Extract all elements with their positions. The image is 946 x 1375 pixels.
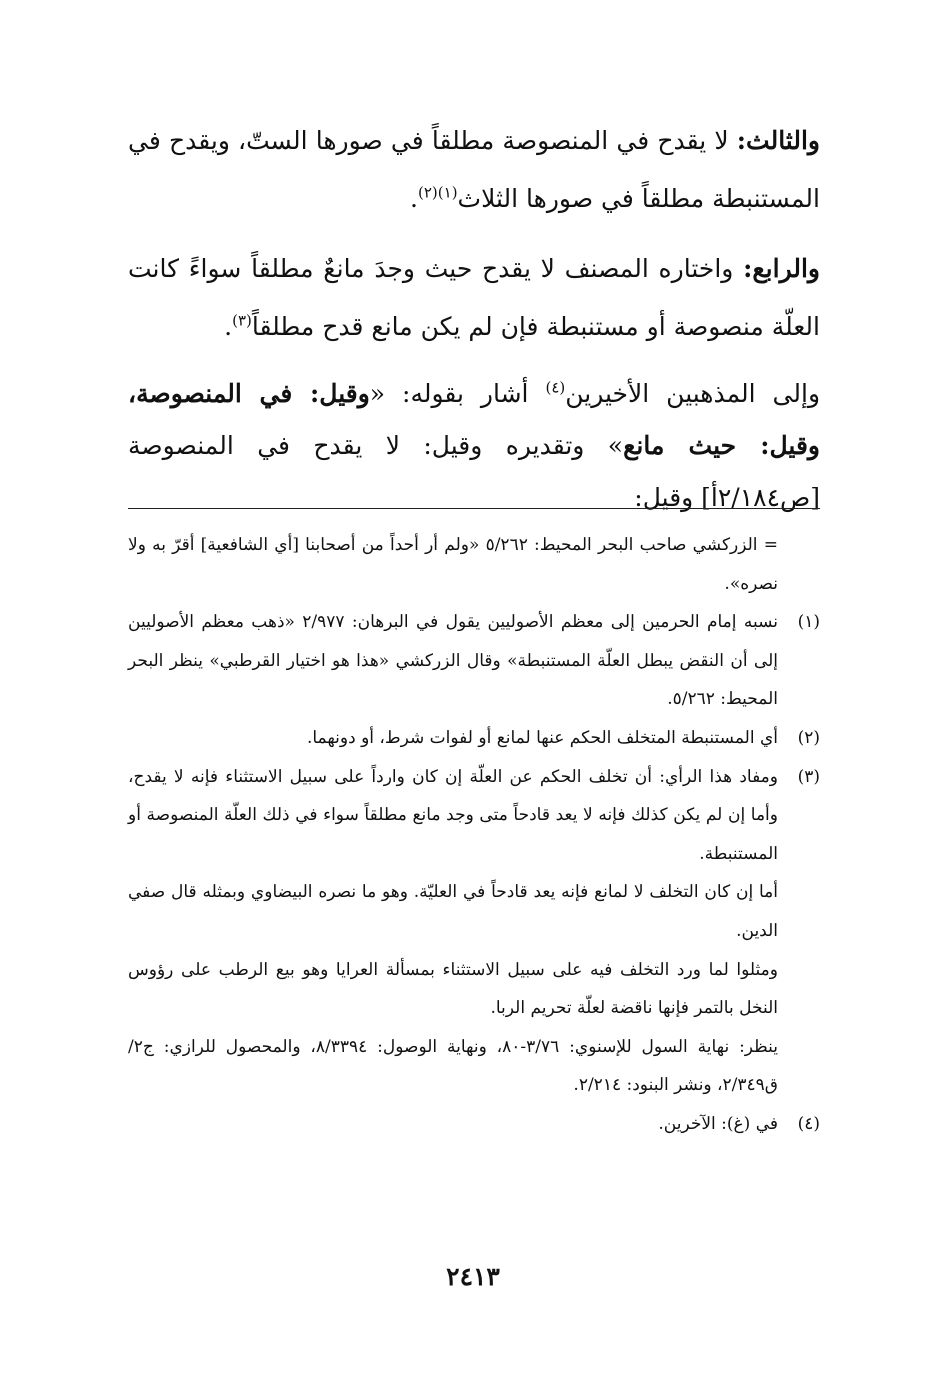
- page-number: ٢٤١٣: [446, 1262, 500, 1291]
- paragraph-last-two-views: [128, 368, 820, 524]
- footnote-ref-3: (٣): [232, 311, 252, 330]
- paragraph-last-a: وإلى المذهبين الأخيرين: [565, 379, 821, 408]
- footnote-4-text: في (غ): الآخرين.: [658, 1113, 778, 1134]
- footnote-3-paragraph-3: ومثلوا لما ورد التخلف فيه على سبيل الاستثناء بمسألة العرايا وهو بيع الرطب على رؤوس النخل بالتمر فإنها ناقضة لعلّة تحريم الربا.: [128, 959, 778, 1019]
- footnote-3-number: (٣): [797, 766, 820, 787]
- footnote-1-number: (١): [797, 612, 820, 633]
- paragraph-last-c: » وتقديره وقيل: لا يقدح في المنصوصة [ص٢/١٨٤أ] وقيل:: [128, 431, 820, 512]
- paragraph-last-b: أشار بقوله: «: [369, 379, 546, 408]
- footnote-4-number: (٤): [797, 1113, 820, 1134]
- footnote-2: [128, 719, 820, 758]
- footnote-1-text: نسبه إمام الحرمين إلى معظم الأصوليين يقول في البرهان: ٢/٩٧٧ «ذهب معظم الأصوليين إلى أن النقض يبطل العلّة المستنبطة» وقال الزركشي «هذا هو اختيار القرطبي» ينظر البحر المحيط: ٥/٢٦٢.: [128, 612, 778, 710]
- footnote-ref-4: (٤): [545, 378, 566, 397]
- paragraph-fourth-end: .: [224, 312, 233, 341]
- footnote-4: [128, 1105, 820, 1144]
- footnote-continuation: = الزركشي صاحب البحر المحيط: ٥/٢٦٢ «ولم أر أحداً من أصحابنا [أي الشافعية] أقرّ به ولا نصره».: [128, 535, 778, 594]
- footnote-2-text: أي المستنبطة المتخلف الحكم عنها لمانع أو لفوات شرط، أو دونهما.: [306, 727, 778, 748]
- footnote-3-paragraph-2: أما إن كان التخلف لا لمانع فإنه يعد قادحاً في العليّة. وهو ما نصره البيضاوي وبمثله قال صفي الدين.: [128, 882, 778, 941]
- footnotes: [128, 526, 820, 1144]
- paragraph-third-view: [128, 112, 820, 228]
- footnote-3-references: ينظر: نهاية السول للإسنوي: ٣/٧٦-٨٠، ونهاية الوصول: ٨/٣٣٩٤، والمحصول للرازي: ج٢/ق٢/٣٤٩، ونشر البنود: ٢/٢١٤.: [128, 1036, 778, 1096]
- main-text: [128, 112, 820, 524]
- paragraph-fourth-view: [128, 240, 820, 356]
- paragraph-fourth-text: واختاره المصنف لا يقدح حيث وجدَ مانعٌ مطلقاً سواءً كانت العلّة منصوصة أو مستنبطة فإن لم يكن مانع قدح مطلقاً: [128, 254, 820, 341]
- footnote-1: [128, 603, 820, 719]
- footnote-ref-1-2: (١)(٢): [417, 183, 458, 202]
- footnote-3-text: ومفاد هذا الرأي: أن تخلف الحكم عن العلّة إن كان وارداً على سبيل الاستثناء فإنه لا يقدح، وأما إن لم يكن كذلك فإنه لا يعد قادحاً متى وجد مانع مطلقاً سواء في ذلك العلّة المنصوصة أو المستنبطة.: [128, 766, 778, 864]
- footnote-3: [128, 758, 820, 874]
- term-fourth: والرابع:: [743, 254, 820, 283]
- paragraph-third-text: لا يقدح في المنصوصة مطلقاً في صورها الستّ، ويقدح في المستنبطة مطلقاً في صورها الثلاث: [128, 126, 820, 213]
- paragraph-third-end: .: [410, 184, 418, 213]
- footnote-separator: [128, 508, 820, 509]
- footnote-2-number: (٢): [797, 727, 820, 748]
- term-third: والثالث:: [736, 126, 820, 155]
- quoted-matn: وقيل: في المنصوصة، وقيل: حيث مانع: [128, 379, 820, 460]
